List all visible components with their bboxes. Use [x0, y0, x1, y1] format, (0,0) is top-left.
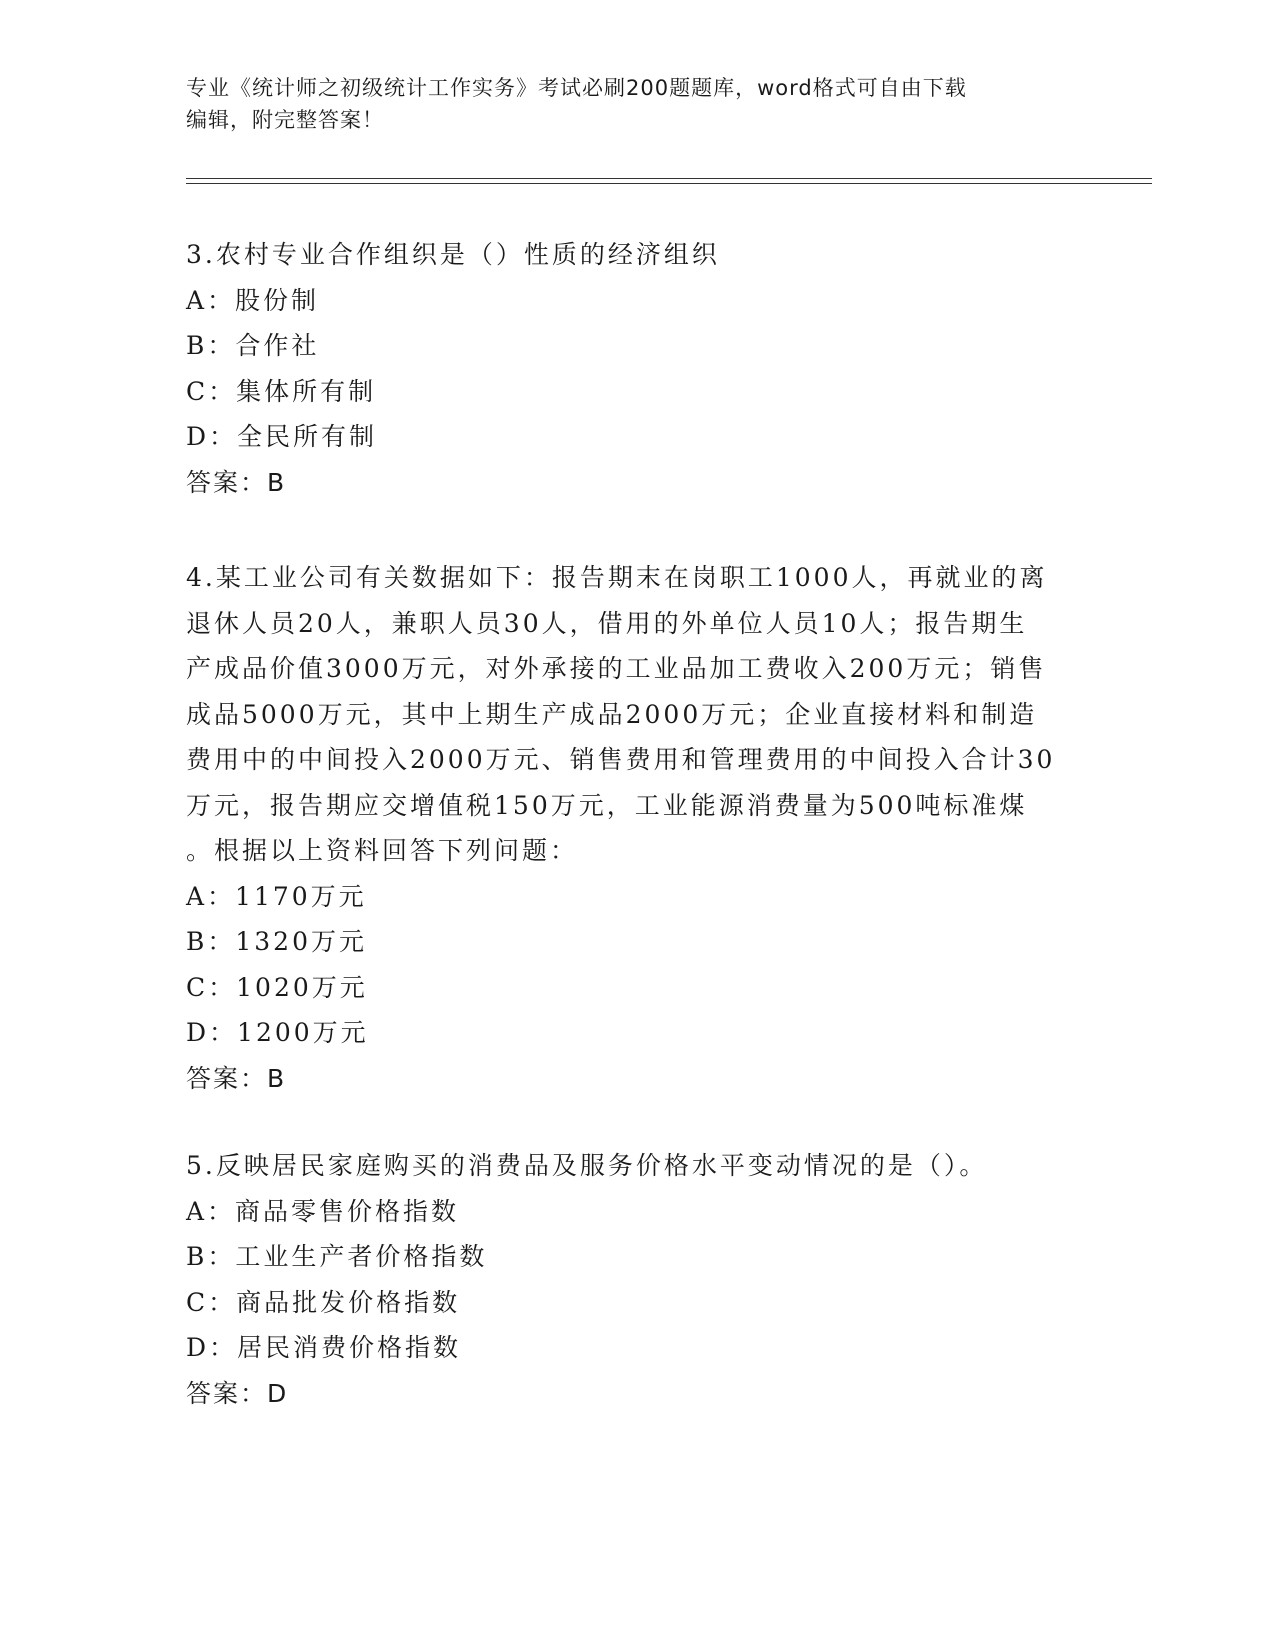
option-b: B：1320万元	[186, 927, 367, 956]
option-d: D：居民消费价格指数	[186, 1333, 462, 1362]
header-divider	[186, 178, 1152, 179]
option-d: D：1200万元	[186, 1018, 369, 1047]
answer-line: 答案：B	[186, 1063, 287, 1093]
question-block	[186, 1143, 1086, 1416]
option-c: C：商品批发价格指数	[186, 1287, 461, 1317]
option-a: A：股份制	[186, 285, 320, 315]
document-header	[186, 72, 1066, 136]
header-line: 编辑，附完整答案！	[186, 108, 384, 132]
question-stem: 5.反映居民家庭购买的消费品及服务价格水平变动情况的是（）。	[186, 1151, 988, 1180]
question-stem: 费用中的中间投入2000万元、销售费用和管理费用的中间投入合计30	[186, 745, 1056, 774]
answer-line: 答案：B	[186, 467, 287, 497]
header-divider	[186, 183, 1152, 184]
answer-line: 答案：D	[186, 1378, 289, 1408]
question-block	[186, 232, 1086, 505]
option-c: C：集体所有制	[186, 376, 377, 406]
option-a: A：1170万元	[186, 881, 367, 911]
option-c: C：1020万元	[186, 972, 368, 1002]
question-stem: 。根据以上资料回答下列问题：	[186, 836, 579, 865]
question-stem: 成品5000万元，其中上期生产成品2000万元；企业直接材料和制造	[186, 699, 1038, 729]
option-d: D：全民所有制	[186, 422, 378, 451]
option-b: B：合作社	[186, 331, 320, 360]
question-stem: 万元，报告期应交增值税150万元，工业能源消费量为500吨标准煤	[186, 790, 1028, 820]
question-stem: 4.某工业公司有关数据如下：报告期末在岗职工1000人，再就业的离	[186, 563, 1048, 592]
question-stem: 3.农村专业合作组织是（）性质的经济组织	[186, 240, 720, 269]
question-stem: 产成品价值3000万元，对外承接的工业品加工费收入200万元；销售	[186, 654, 1047, 683]
option-b: B：工业生产者价格指数	[186, 1242, 488, 1271]
header-line: 专业《统计师之初级统计工作实务》考试必刷200题题库，word格式可自由下载	[186, 76, 967, 100]
option-a: A：商品零售价格指数	[186, 1196, 460, 1226]
question-block	[186, 555, 1086, 1101]
question-stem: 退休人员20人，兼职人员30人，借用的外单位人员10人；报告期生	[186, 608, 1028, 638]
